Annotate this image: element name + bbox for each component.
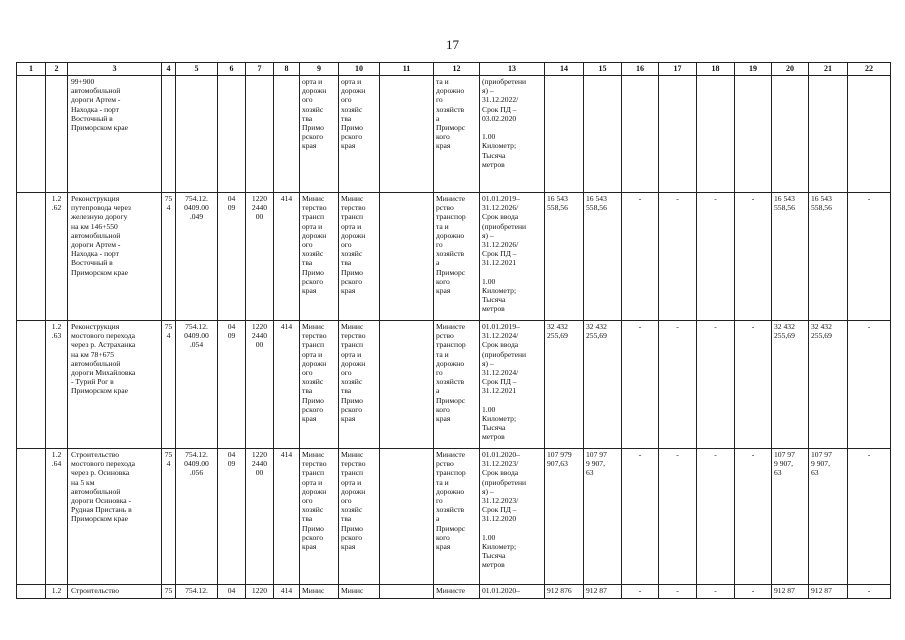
table-cell [380,321,434,449]
table-cell: 75 4 [162,193,176,321]
table-cell: 01.01.2019– 31.12.2026/ Срок ввода (приобретени я) – 31.12.2026/ Срок ПД – 31.12.2021 1.00 Километр; Тысяча метров [480,193,545,321]
header-cell: 22 [848,63,891,76]
table-cell [380,449,434,585]
header-cell: 3 [68,63,162,76]
table-cell: 1.2 .62 [46,193,68,321]
table-cell: орта и дорожн ого хозяйс тва Примо рского края [339,76,380,193]
table-cell: 32 432 255,69 [772,321,809,449]
table-cell: 1.2 [46,585,68,599]
table-cell: 32 432 255,69 [545,321,584,449]
table-cell: 414 [274,193,300,321]
table-cell [17,76,46,193]
header-row [17,63,891,76]
table-cell [735,76,772,193]
table-cell [659,76,697,193]
table-cell [622,76,659,193]
table-cell [848,76,891,193]
table-cell: Минис терство трансп орта и дорожн ого хозяйс тва Примо рского края [339,321,380,449]
table-row [17,193,891,321]
table-cell [380,193,434,321]
table-cell: 107 97 9 907, 63 [809,449,848,585]
table-cell: 16 543 558,56 [584,193,622,321]
table-cell: 04 09 [218,449,246,585]
table-cell: - [697,193,735,321]
table-cell: - [659,585,697,599]
header-cell: 15 [584,63,622,76]
table-cell [176,76,218,193]
table-row [17,449,891,585]
table-cell: - [735,321,772,449]
table-cell: 75 4 [162,321,176,449]
table-cell: 754.12. [176,585,218,599]
cell-description: Строительство [68,585,162,599]
header-cell: 14 [545,63,584,76]
table-cell [17,193,46,321]
table-cell: 1220 2440 00 [246,321,274,449]
table-cell: - [848,193,891,321]
table-cell [545,76,584,193]
table-cell: 1220 2440 00 [246,449,274,585]
table-cell: - [735,449,772,585]
table-cell: 04 09 [218,321,246,449]
table-cell: 1.2 .64 [46,449,68,585]
table-cell: 912 87 [772,585,809,599]
table-cell: (приобретени я) – 31.12.2022/ Срок ПД – 03.02.2020 1.00 Километр; Тысяча метров [480,76,545,193]
table-cell: 04 [218,585,246,599]
table-cell: - [735,193,772,321]
table-cell [162,76,176,193]
table-cell: Минис [300,585,339,599]
table-cell: 107 97 9 907, 63 [772,449,809,585]
table-cell [380,76,434,193]
table-cell [697,76,735,193]
table-row [17,321,891,449]
table-cell: 754.12. 0409.00 .054 [176,321,218,449]
table-cell: - [659,449,697,585]
table-cell: 107 979 907,63 [545,449,584,585]
table-cell: - [622,321,659,449]
table-cell: - [848,321,891,449]
cell-description: Реконструкция путепровода через железную дорогу на км 146+550 автомобильной дороги Артем - Находка - порт Восточный в Приморском крае [68,193,162,321]
header-cell: 17 [659,63,697,76]
table-cell: та и дорожно го хозяйств а Приморс кого края [434,76,480,193]
table-cell: орта и дорожн ого хозяйс тва Примо рского края [300,76,339,193]
header-cell: 11 [380,63,434,76]
table-cell: 75 4 [162,449,176,585]
header-cell: 16 [622,63,659,76]
table-cell: 16 543 558,56 [772,193,809,321]
table-cell: 32 432 255,69 [584,321,622,449]
table-cell: Министе [434,585,480,599]
cell-description: Реконструкция мостового перехода через р. Астраханка на км 78+675 автомобильной дороги Михайловка - Турий Рог в Приморском крае [68,321,162,449]
table-cell: - [622,449,659,585]
table-cell [17,321,46,449]
table-cell: 912 876 [545,585,584,599]
table-cell: - [735,585,772,599]
table-cell: 16 543 558,56 [809,193,848,321]
table-cell: - [659,321,697,449]
header-cell: 2 [46,63,68,76]
header-cell: 21 [809,63,848,76]
table-cell: 01.01.2019– 31.12.2024/ Срок ввода (приобретени я) – 31.12.2024/ Срок ПД – 31.12.2021 1.00 Километр; Тысяча метров [480,321,545,449]
table-cell: 32 432 255,69 [809,321,848,449]
header-cell: 13 [480,63,545,76]
header-cell: 9 [300,63,339,76]
table-cell: 1220 [246,585,274,599]
table-cell: Министе рство транспор та и дорожно го хозяйств а Приморс кого края [434,449,480,585]
table-cell [274,76,300,193]
table-cell: 414 [274,449,300,585]
table-cell: Минис терство трансп орта и дорожн ого хозяйс тва Примо рского края [300,321,339,449]
table-cell: - [697,585,735,599]
table-cell: - [697,449,735,585]
header-cell: 18 [697,63,735,76]
header-cell: 6 [218,63,246,76]
header-cell: 7 [246,63,274,76]
table-row [17,76,891,193]
cell-description: Строительство мостового перехода через р. Осиновка на 5 км автомобильной дороги Осиновка - Рудная Пристань в Приморском крае [68,449,162,585]
table-cell: - [622,193,659,321]
table-cell [809,76,848,193]
table-cell: 1220 2440 00 [246,193,274,321]
header-cell: 4 [162,63,176,76]
table-cell: - [848,585,891,599]
table-cell: 01.01.2020– 31.12.2023/ Срок ввода (приобретени я) – 31.12.2023/ Срок ПД – 31.12.2020 1.00 Километр; Тысяча метров [480,449,545,585]
table-cell: Минис терство трансп орта и дорожн ого хозяйс тва Примо рского края [339,193,380,321]
table-cell [772,76,809,193]
header-cell: 8 [274,63,300,76]
table-cell: 16 543 558,56 [545,193,584,321]
header-cell: 10 [339,63,380,76]
page-number: 17 [446,37,459,52]
table-cell: 01.01.2020– [480,585,545,599]
table-cell [218,76,246,193]
table-cell [17,449,46,585]
table-cell: 414 [274,585,300,599]
header-cell: 19 [735,63,772,76]
table-cell: Министе рство транспор та и дорожно го хозяйств а Приморс кого края [434,193,480,321]
table-cell: Минис терство трансп орта и дорожн ого хозяйс тва Примо рского края [300,449,339,585]
table-cell [246,76,274,193]
table-cell: Министе рство транспор та и дорожно го хозяйств а Приморс кого края [434,321,480,449]
table-cell: 1.2 .63 [46,321,68,449]
table-cell [17,585,46,599]
header-cell: 12 [434,63,480,76]
table-cell: - [622,585,659,599]
table-cell [46,76,68,193]
table-cell: 414 [274,321,300,449]
table-cell: 754.12. 0409.00 .056 [176,449,218,585]
table-row [17,585,891,599]
table-cell [584,76,622,193]
table-cell [380,585,434,599]
table-cell: 912 87 [584,585,622,599]
budget-table [16,62,891,599]
header-cell: 1 [17,63,46,76]
table-cell: - [848,449,891,585]
table-cell: - [659,193,697,321]
table-cell: 754.12. 0409.00 .049 [176,193,218,321]
table-cell: Минис терство трансп орта и дорожн ого хозяйс тва Примо рского края [339,449,380,585]
table-cell: Минис [339,585,380,599]
header-cell: 20 [772,63,809,76]
table-cell: 107 97 9 907, 63 [584,449,622,585]
table-cell: 04 09 [218,193,246,321]
header-cell: 5 [176,63,218,76]
table-cell: 75 [162,585,176,599]
table-cell: Минис терство трансп орта и дорожн ого хозяйс тва Примо рского края [300,193,339,321]
table-cell: 912 87 [809,585,848,599]
cell-description: 99+900 автомобильной дороги Артем - Находка - порт Восточный в Приморском крае [68,76,162,193]
table-cell: - [697,321,735,449]
